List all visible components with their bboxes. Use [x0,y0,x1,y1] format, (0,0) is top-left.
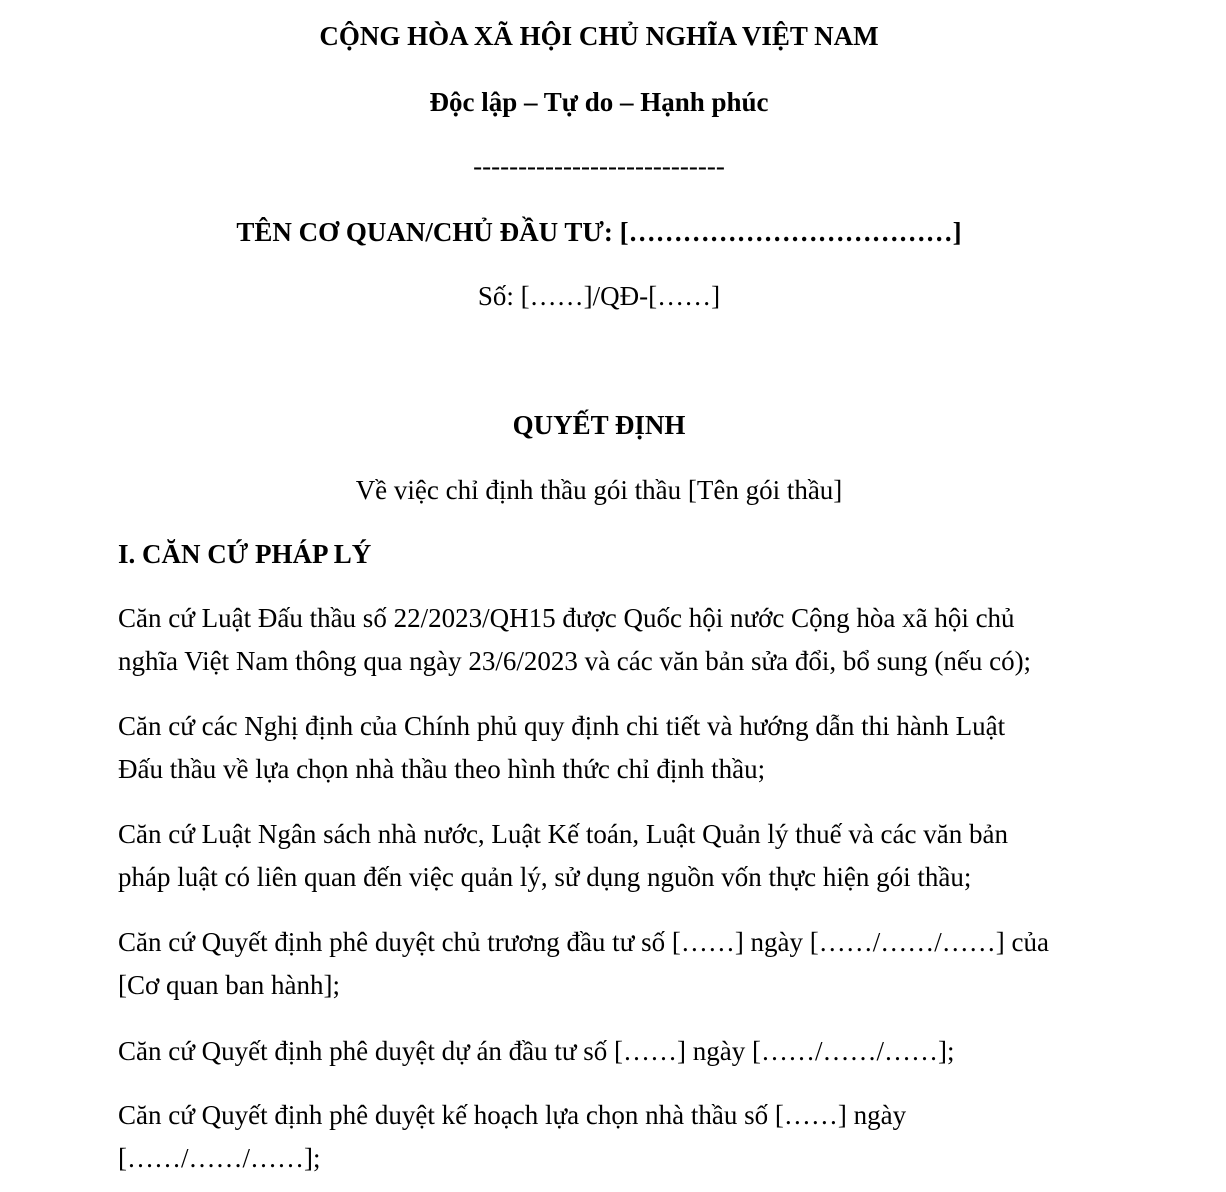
legal-basis-paragraph [118,597,1118,683]
legal-basis-paragraph [118,1094,1118,1180]
motto: Độc lập – Tự do – Hạnh phúc [429,87,769,117]
section-heading-legal-basis: I. CĂN CỨ PHÁP LÝ [118,539,372,569]
paragraph-line: pháp luật có liên quan đến việc quản lý, sử dụng nguồn vốn thực hiện gói thầu; [118,862,972,892]
legal-basis-paragraph [118,921,1118,1007]
decision-title: QUYẾT ĐỊNH [512,410,686,440]
agency-name: TÊN CƠ QUAN/CHỦ ĐẦU TƯ: [………………………………] [236,217,962,247]
paragraph-line: Đấu thầu về lựa chọn nhà thầu theo hình thức chỉ định thầu; [118,754,766,784]
legal-basis-paragraph [118,1030,1118,1073]
paragraph-line: Căn cứ Quyết định phê duyệt kế hoạch lựa chọn nhà thầu số [……] ngày [118,1100,907,1130]
country-heading: CỘNG HÒA XÃ HỘI CHỦ NGHĨA VIỆT NAM [319,21,879,51]
paragraph-line: Căn cứ các Nghị định của Chính phủ quy định chi tiết và hướng dẫn thi hành Luật [118,711,1006,741]
paragraph-line: Căn cứ Quyết định phê duyệt dự án đầu tư số [……] ngày [……/……/……]; [118,1036,955,1066]
paragraph-line: nghĩa Việt Nam thông qua ngày 23/6/2023 và các văn bản sửa đổi, bổ sung (nếu có); [118,646,1032,676]
paragraph-line: Căn cứ Luật Đấu thầu số 22/2023/QH15 được Quốc hội nước Cộng hòa xã hội chủ [118,603,1015,633]
decision-subject: Về việc chỉ định thầu gói thầu [Tên gói thầu] [355,475,843,505]
legal-basis-paragraph [118,705,1118,791]
paragraph-line: [Cơ quan ban hành]; [118,970,340,1000]
document-number: Số: [……]/QĐ-[……] [477,281,721,311]
legal-basis-paragraph [118,813,1118,899]
header-divider: ---------------------------- [473,151,725,181]
paragraph-line: [……/……/……]; [118,1143,321,1173]
paragraph-line: Căn cứ Quyết định phê duyệt chủ trương đầu tư số [……] ngày [……/……/……] của [118,927,1049,957]
paragraph-line: Căn cứ Luật Ngân sách nhà nước, Luật Kế toán, Luật Quản lý thuế và các văn bản [118,819,1008,849]
